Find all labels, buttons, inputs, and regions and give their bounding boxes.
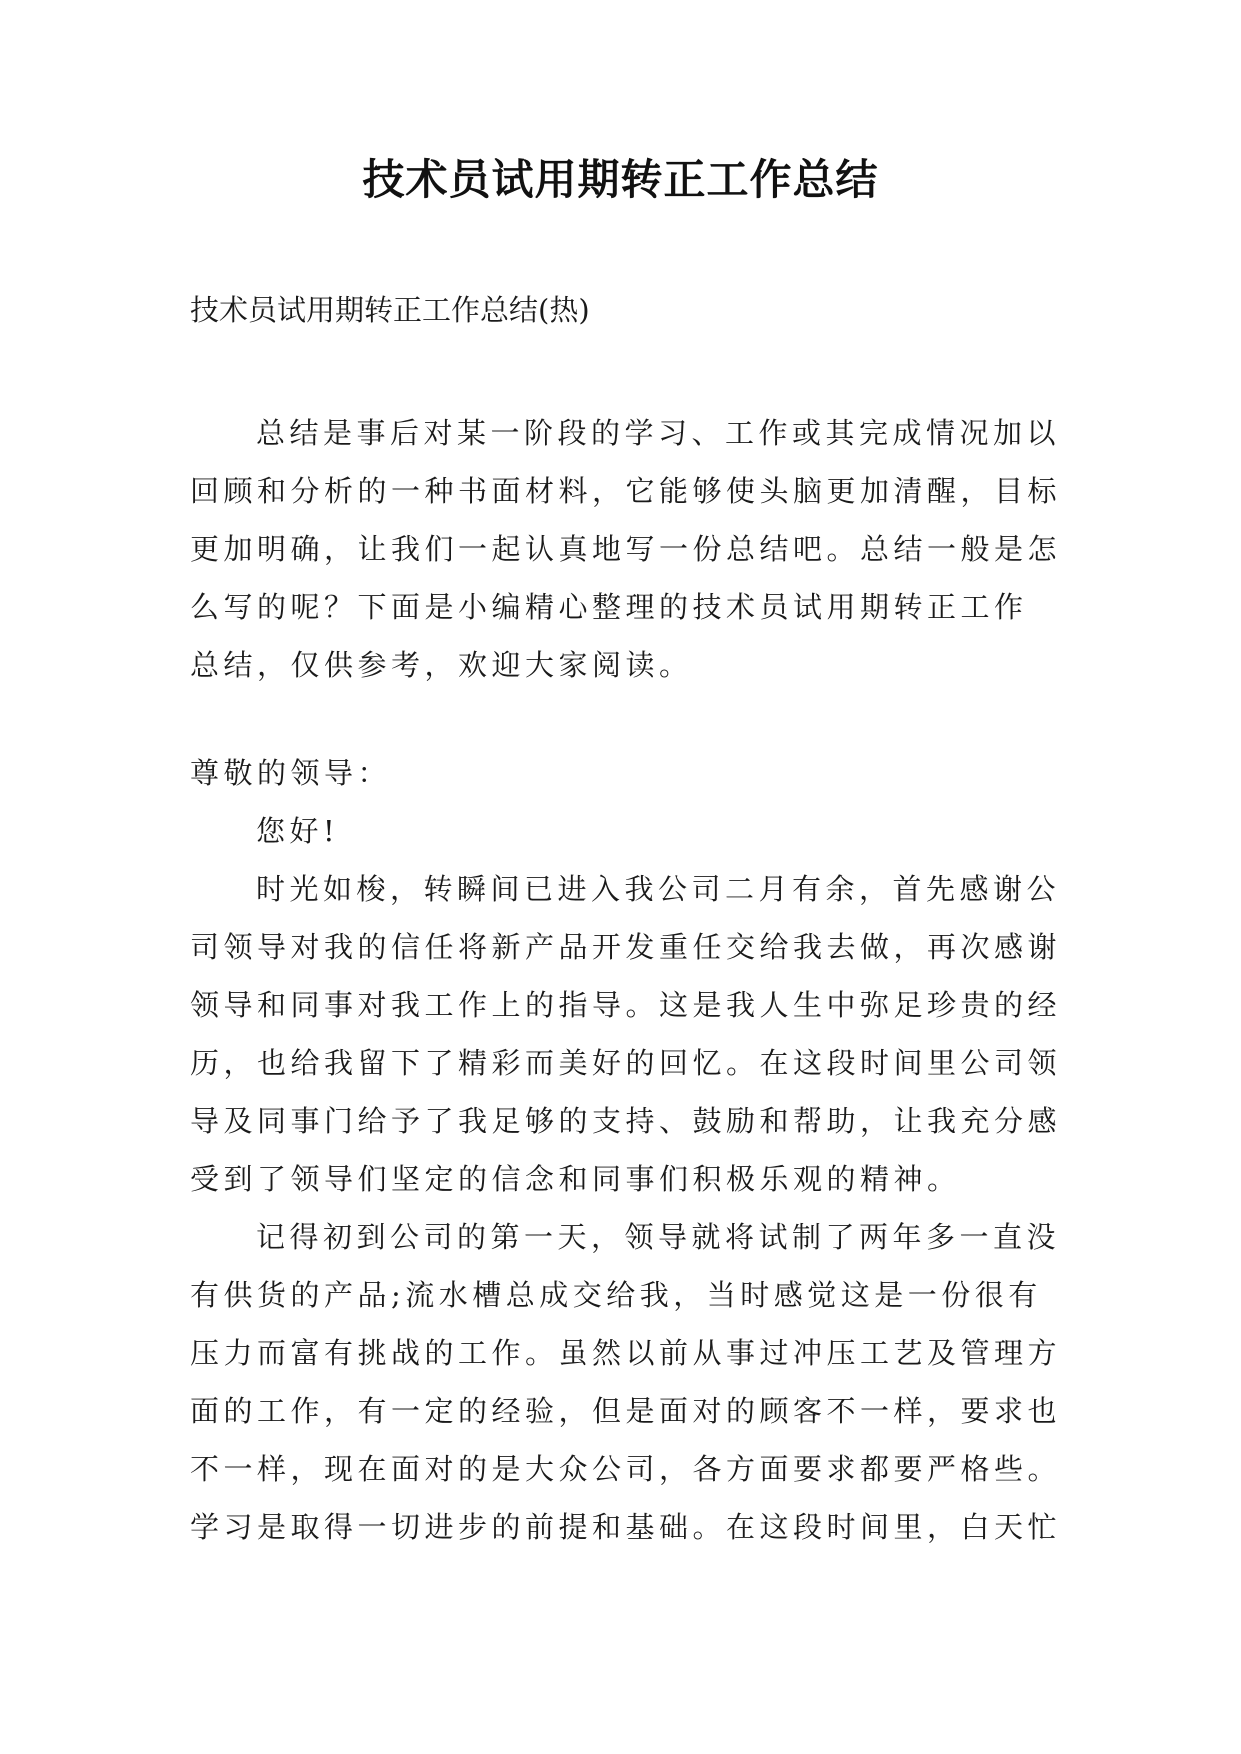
paragraph-1-line: 受到了领导们坚定的信念和同事们积极乐观的精神。 (190, 1162, 961, 1196)
intro-line: 更加明确，让我们一起认真地写一份总结吧。总结一般是怎 (190, 532, 1062, 566)
intro-line: 总结是事后对某一阶段的学习、工作或其完成情况加以 (256, 416, 1061, 450)
intro-line: 回顾和分析的一种书面材料，它能够使头脑更加清醒，目标 (190, 474, 1062, 508)
document-title: 技术员试用期转正工作总结 (362, 155, 879, 204)
intro-line: 总结，仅供参考，欢迎大家阅读。 (190, 648, 693, 682)
paragraph-2-line: 学习是取得一切进步的前提和基础。在这段时间里，白天忙 (190, 1510, 1062, 1544)
intro-line: 么写的呢？下面是小编精心整理的技术员试用期转正工作 (190, 590, 1028, 624)
paragraph-2-line: 压力而富有挑战的工作。虽然以前从事过冲压工艺及管理方 (190, 1336, 1062, 1370)
paragraph-1-line: 领导和同事对我工作上的指导。这是我人生中弥足珍贵的经 (190, 988, 1062, 1022)
greeting: 您好! (256, 814, 340, 848)
salutation-block (190, 744, 1070, 802)
salutation: 尊敬的领导： (190, 756, 392, 790)
paragraph-2-line: 面的工作，有一定的经验，但是面对的顾客不一样，要求也 (190, 1394, 1062, 1428)
paragraph-2-line: 不一样，现在面对的是大众公司，各方面要求都要严格些。 (190, 1452, 1062, 1486)
paragraph-2-line: 记得初到公司的第一天，领导就将试制了两年多一直没 (256, 1220, 1061, 1254)
letter-body (190, 802, 1070, 1556)
paragraph-1-line: 司领导对我的信任将新产品开发重任交给我去做，再次感谢 (190, 930, 1062, 964)
paragraph-2-line: 有供货的产品;流水槽总成交给我，当时感觉这是一份很有 (190, 1278, 1042, 1312)
document-subtitle: 技术员试用期转正工作总结(热) (190, 293, 590, 327)
paragraph-1-line: 历，也给我留下了精彩而美好的回忆。在这段时间里公司领 (190, 1046, 1062, 1080)
paragraph-1-line: 导及同事门给予了我足够的支持、鼓励和帮助，让我充分感 (190, 1104, 1062, 1138)
paragraph-1-line: 时光如梭，转瞬间已进入我公司二月有余，首先感谢公 (256, 872, 1061, 906)
intro-paragraph (190, 404, 1070, 694)
